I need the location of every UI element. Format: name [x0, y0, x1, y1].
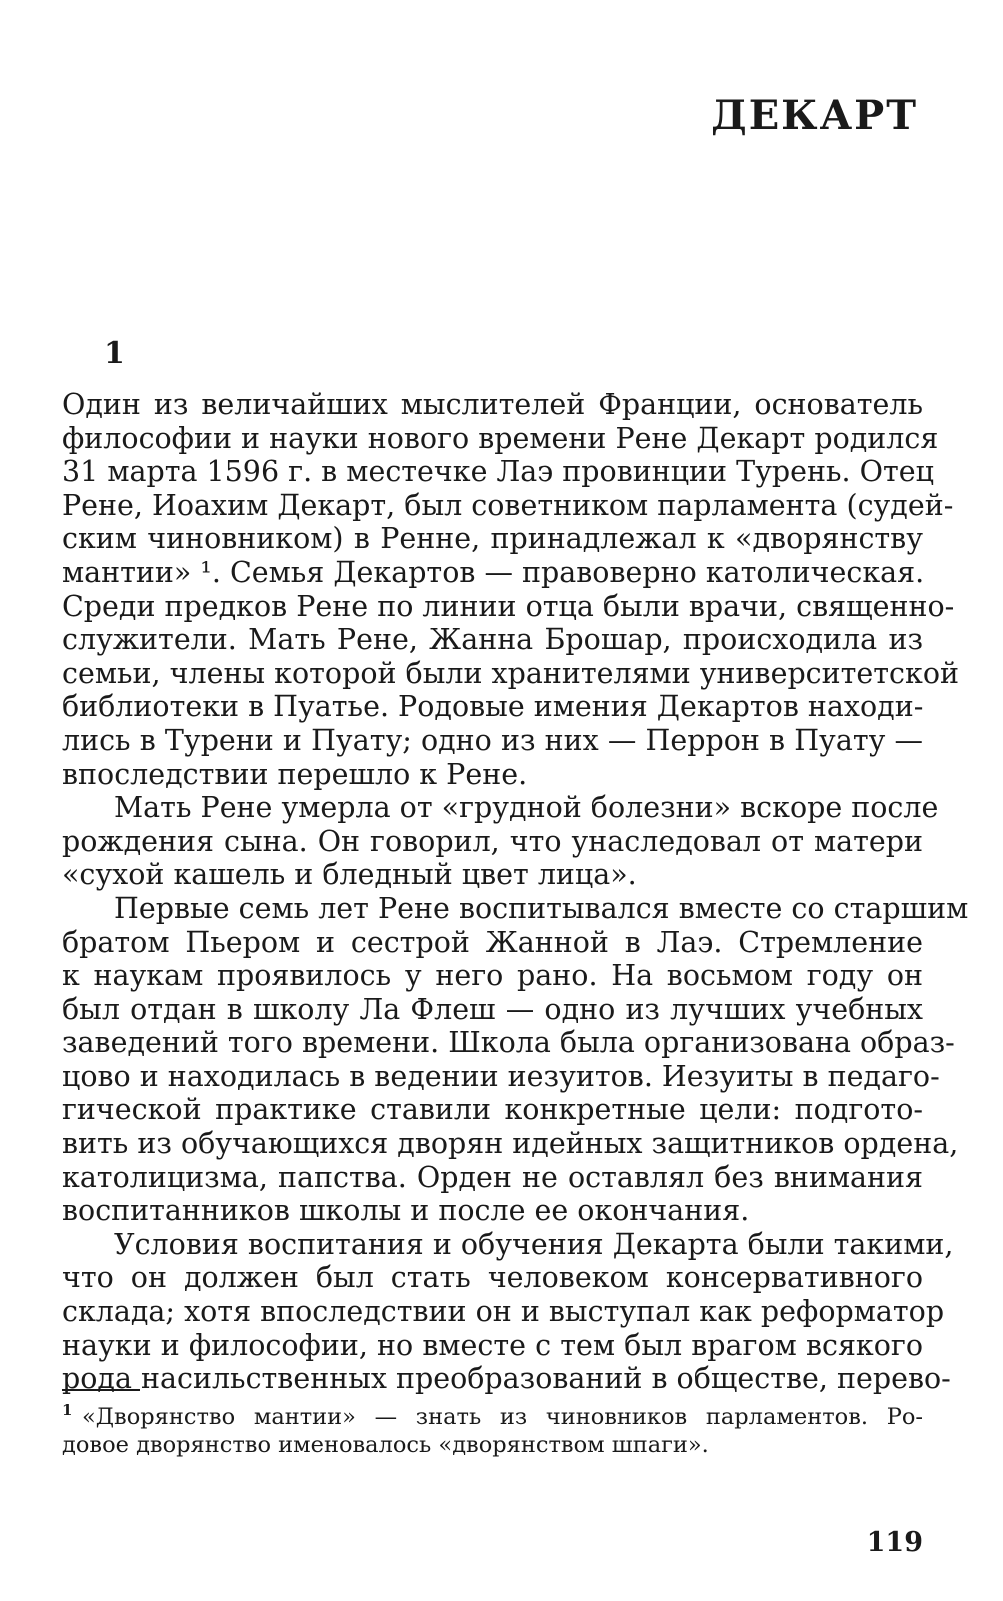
text-line: рождения сына. Он говорил, что унаследовал от матери: [62, 824, 923, 858]
text-line: что он должен был стать человеком консервативного: [62, 1261, 923, 1295]
section-number: 1: [104, 336, 125, 371]
text-line: воспитанников школы и после ее окончания.: [62, 1194, 750, 1228]
text-line: семьи, члены которой были хранителями университетской: [62, 656, 959, 690]
text-line: мантии» ¹. Семья Декартов — правоверно католическая.: [62, 555, 925, 589]
text-line: 31 марта 1596 г. в местечке Лаэ провинции Турень. Отец: [62, 455, 934, 489]
text-line: Мать Рене умерла от «грудной болезни» вскоре после: [114, 791, 939, 825]
text-line: гической практике ставили конкретные цели: подгото-: [62, 1093, 923, 1127]
text-line: Один из величайших мыслителей Франции, основатель: [62, 388, 923, 421]
text-line: склада; хотя впоследствии он и выступал как реформатор: [62, 1295, 945, 1329]
text-line: философии и науки нового времени Рене Декарт родился: [62, 421, 939, 455]
text-line: Среди предков Рене по линии отца были врачи, священно-: [62, 589, 955, 623]
text-line: «сухой кашель и бледный цвет лица».: [62, 858, 637, 892]
text-line: был отдан в школу Ла Флеш — одно из лучших учебных: [62, 992, 923, 1026]
footnote-line: «Дворянство мантии» — знать из чиновников парламентов. Ро-: [82, 1404, 923, 1430]
text-line: лись в Турени и Пуату; одно из них — Перрон в Пуату —: [62, 723, 923, 757]
footnote-marker: 1: [62, 1401, 73, 1419]
text-line: ским чиновником) в Ренне, принадлежал к «дворянству: [62, 522, 923, 556]
body-text: [62, 388, 969, 1396]
text-line: Рене, Иоахим Декарт, был советником парламента (судей-: [62, 488, 954, 522]
footnote-line: довое дворянство именовалось «дворянством шпаги».: [62, 1432, 709, 1458]
chapter-title: ДЕКАРТ: [711, 92, 918, 139]
text-line: цово и находилась в ведении иезуитов. Иезуиты в педаго-: [62, 1059, 940, 1093]
text-line: рода насильственных преобразований в обществе, перево-: [62, 1362, 951, 1396]
text-line: впоследствии перешло к Рене.: [62, 757, 528, 791]
text-line: вить из обучающихся дворян идейных защитников ордена,: [62, 1127, 959, 1161]
page-number: 119: [866, 1527, 923, 1558]
text-line: Первые семь лет Рене воспитывался вместе со старшим: [114, 891, 969, 925]
footnote: [62, 1403, 923, 1459]
text-line: служители. Мать Рене, Жанна Брошар, происходила из: [62, 623, 923, 657]
text-line: к наукам проявилось у него рано. На восьмом году он: [62, 959, 923, 993]
text-line: библиотеки в Пуатье. Родовые имения Декартов находи-: [62, 690, 924, 724]
text-line: Условия воспитания и обучения Декарта были такими,: [114, 1227, 954, 1261]
text-line: заведений того времени. Школа была организована образ-: [62, 1026, 955, 1060]
text-line: братом Пьером и сестрой Жанной в Лаэ. Стремление: [62, 925, 923, 959]
footnote-divider: [62, 1389, 140, 1391]
text-line: науки и философии, но вместе с тем был врагом всякого: [62, 1328, 923, 1362]
text-line: католицизма, папства. Орден не оставлял без внимания: [62, 1160, 923, 1194]
